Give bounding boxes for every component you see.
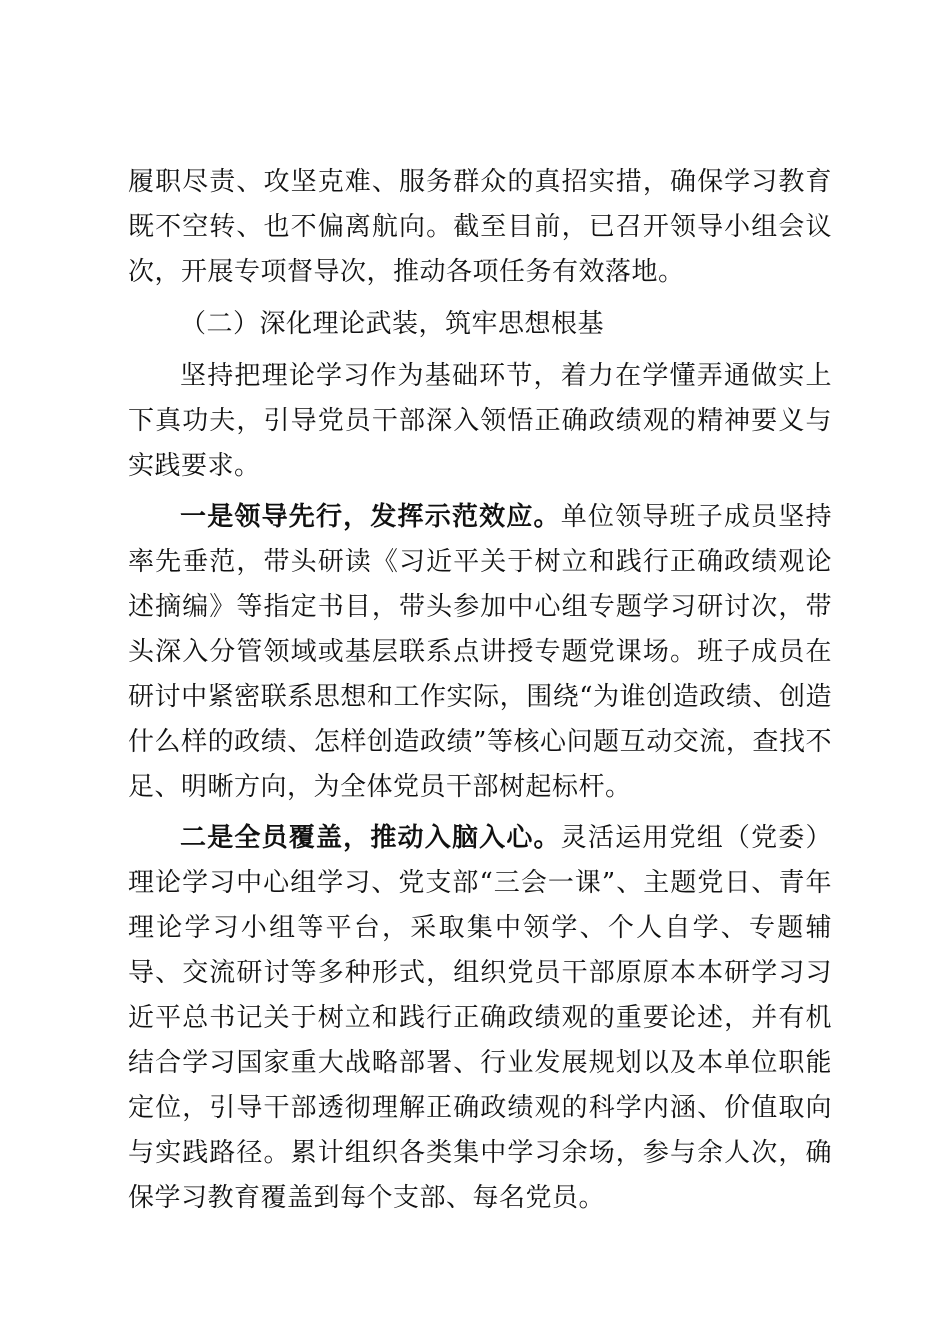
item-one-paragraph xyxy=(128,495,832,810)
item-one-body: 单位领导班子成员坚持率先垂范，带头研读《习近平关于树立和践行正确政绩观论述摘编》等指定书目，带头参加中心组专题学习研讨次，带头深入分管领域或基层联系点讲授专题党课场。班子成员在研讨中紧密联系思想和工作实际，围绕“为谁创造政绩、创造什么样的政绩、怎样创造政绩”等核心问题互动交流，查找不足、明晰方向，为全体党员干部树起标杆。 xyxy=(128,502,832,802)
item-two-body: 灵活运用党组（党委）理论学习中心组学习、党支部“三会一课”、主题党日、青年理论学习小组等平台，采取集中领学、个人自学、专题辅导、交流研讨等多种形式，组织党员干部原原本本研学习习近平总书记关于树立和践行正确政绩观的重要论述，并有机结合学习国家重大战略部署、行业发展规划以及本单位职能定位，引导干部透彻理解正确政绩观的科学内涵、价值取向与实践路径。累计组织各类集中学习余场，参与余人次，确保学习教育覆盖到每个支部、每名党员。 xyxy=(128,823,832,1213)
intro-paragraph: 坚持把理论学习作为基础环节，着力在学懂弄通做实上下真功夫，引导党员干部深入领悟正确政绩观的精神要义与实践要求。 xyxy=(128,361,832,481)
item-two-paragraph xyxy=(128,816,832,1221)
continuation-paragraph: 履职尽责、攻坚克难、服务群众的真招实措，确保学习教育既不空转、也不偏离航向。截至目前，已召开领导小组会议次，开展专项督导次，推动各项任务有效落地。 xyxy=(128,167,832,287)
section-heading: （二）深化理论武装，筑牢思想根基 xyxy=(180,309,605,339)
item-one-lead: 一是领导先行，发挥示范效应。 xyxy=(180,502,561,532)
item-two-lead: 二是全员覆盖，推动入脑入心。 xyxy=(180,823,561,853)
document-body xyxy=(128,160,832,1221)
